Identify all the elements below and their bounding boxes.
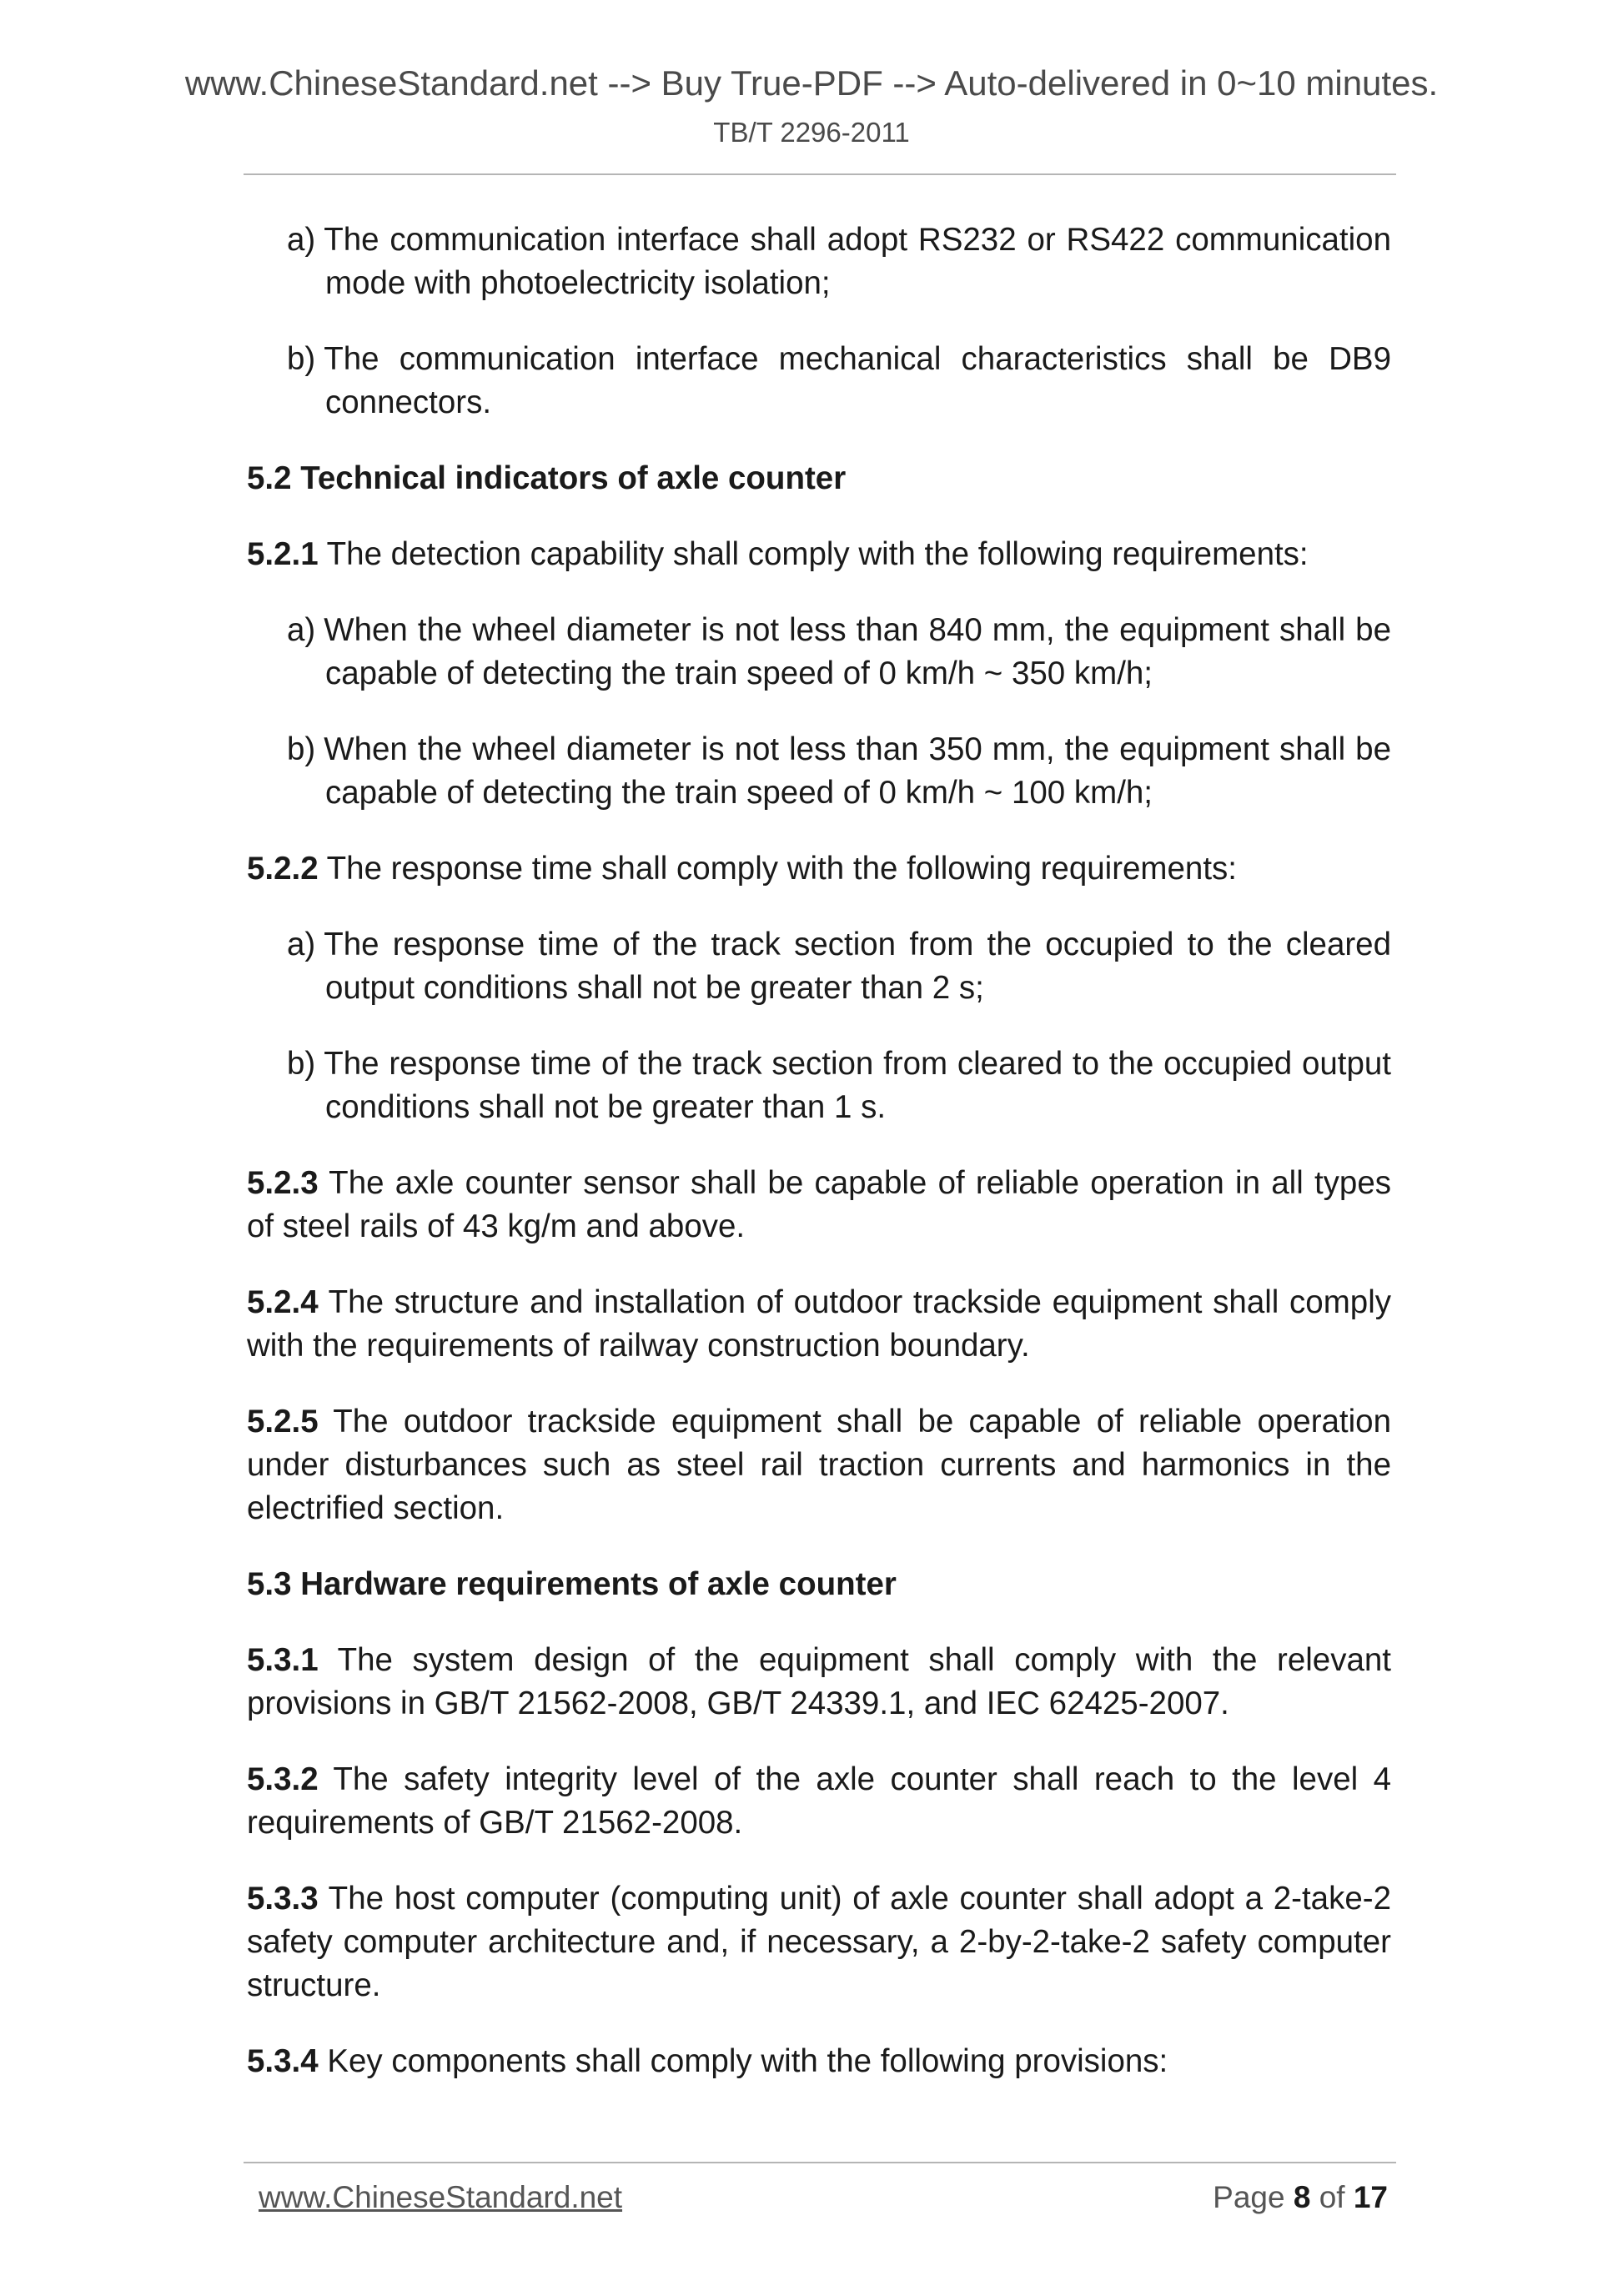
page-label: Page bbox=[1213, 2180, 1285, 2214]
clause-number: 5.3.1 bbox=[247, 1642, 319, 1678]
clause-text: The response time shall comply with the following requirements: bbox=[318, 851, 1237, 887]
footer-divider bbox=[244, 2162, 1396, 2163]
list-item-text: When the wheel diameter is not less than 350 mm, the equipment shall be capable of detecting the train speed of 0 km/h ~ 100 km/h; bbox=[324, 731, 1391, 811]
list-marker: b) bbox=[287, 341, 316, 377]
clause-5-3-4 bbox=[247, 2040, 1391, 2083]
clause-text: Key components shall comply with the following provisions: bbox=[318, 2043, 1168, 2079]
header-divider bbox=[244, 173, 1396, 175]
clause-text: The outdoor trackside equipment shall be capable of reliable operation under disturbances such as steel rail traction currents and harmonics in the electrified section. bbox=[247, 1404, 1391, 1526]
page-current: 8 bbox=[1293, 2180, 1311, 2214]
clause-5-2-1 bbox=[247, 533, 1391, 576]
list-marker: b) bbox=[287, 1046, 316, 1082]
list-marker: a) bbox=[287, 927, 316, 962]
list-marker: a) bbox=[287, 612, 316, 648]
clause-number: 5.3.4 bbox=[247, 2043, 319, 2079]
clause-number: 5.3.3 bbox=[247, 1881, 319, 1917]
page-content bbox=[247, 219, 1391, 2116]
clause-number: 5.2.5 bbox=[247, 1404, 319, 1439]
clause-5-2-4 bbox=[247, 1281, 1391, 1368]
clause-5-3-1 bbox=[247, 1639, 1391, 1726]
clause-5-3-3 bbox=[247, 1877, 1391, 2007]
clause-5-3-2 bbox=[247, 1758, 1391, 1845]
list-marker: b) bbox=[287, 731, 316, 767]
clause-number: 5.2.4 bbox=[247, 1284, 319, 1320]
clause-number: 5.2.3 bbox=[247, 1165, 319, 1201]
clause-text: The structure and installation of outdoor trackside equipment shall comply with the requirements of railway construction boundary. bbox=[247, 1284, 1391, 1364]
clause-number: 5.3.2 bbox=[247, 1761, 319, 1797]
list-item-5-1-a bbox=[287, 219, 1391, 305]
clause-text: The host computer (computing unit) of axle counter shall adopt a 2-take-2 safety computer architecture and, if necessary, a 2-by-2-take-2 safety computer structure. bbox=[247, 1881, 1391, 2003]
section-heading-5-3: 5.3 Hardware requirements of axle counter bbox=[247, 1566, 897, 1602]
list-item-text: The response time of the track section from the occupied to the cleared output conditions shall not be greater than 2 s; bbox=[324, 927, 1391, 1006]
clause-5-2-2 bbox=[247, 847, 1391, 891]
list-item-5-2-1-b bbox=[287, 728, 1391, 815]
list-item-text: The communication interface shall adopt RS232 or RS422 communication mode with photoelectricity isolation; bbox=[324, 222, 1391, 301]
section-heading-5-2: 5.2 Technical indicators of axle counter bbox=[247, 460, 847, 496]
list-item-text: The communication interface mechanical characteristics shall be DB9 connectors. bbox=[324, 341, 1391, 420]
list-item-5-1-b bbox=[287, 338, 1391, 425]
list-item-5-2-2-b bbox=[287, 1042, 1391, 1129]
header-banner: www.ChineseStandard.net --> Buy True-PDF --> Auto-delivered in 0~10 minutes. bbox=[184, 63, 1439, 103]
clause-5-2-5 bbox=[247, 1400, 1391, 1530]
list-item-text: When the wheel diameter is not less than 840 mm, the equipment shall be capable of detecting the train speed of 0 km/h ~ 350 km/h; bbox=[324, 612, 1391, 691]
list-item-5-2-2-a bbox=[287, 923, 1391, 1010]
document-code: TB/T 2296-2011 bbox=[713, 117, 910, 148]
clause-5-2-3 bbox=[247, 1162, 1391, 1248]
list-item-5-2-1-a bbox=[287, 609, 1391, 696]
page-number bbox=[1213, 2180, 1388, 2215]
page-total: 17 bbox=[1353, 2180, 1388, 2214]
list-item-text: The response time of the track section from cleared to the occupied output conditions shall not be greater than 1 s. bbox=[324, 1046, 1391, 1125]
list-marker: a) bbox=[287, 222, 316, 258]
clause-text: The detection capability shall comply with the following requirements: bbox=[318, 536, 1309, 572]
footer-site-link[interactable]: www.ChineseStandard.net bbox=[259, 2180, 623, 2214]
clause-text: The system design of the equipment shall comply with the relevant provisions in GB/T 21562-2008, GB/T 24339.1, and IEC 62425-2007. bbox=[247, 1642, 1391, 1721]
clause-text: The axle counter sensor shall be capable of reliable operation in all types of steel rails of 43 kg/m and above. bbox=[247, 1165, 1391, 1244]
clause-number: 5.2.1 bbox=[247, 536, 319, 572]
page-of-label: of bbox=[1319, 2180, 1345, 2214]
clause-number: 5.2.2 bbox=[247, 851, 319, 887]
clause-text: The safety integrity level of the axle counter shall reach to the level 4 requirements of GB/T 21562-2008. bbox=[247, 1761, 1391, 1841]
